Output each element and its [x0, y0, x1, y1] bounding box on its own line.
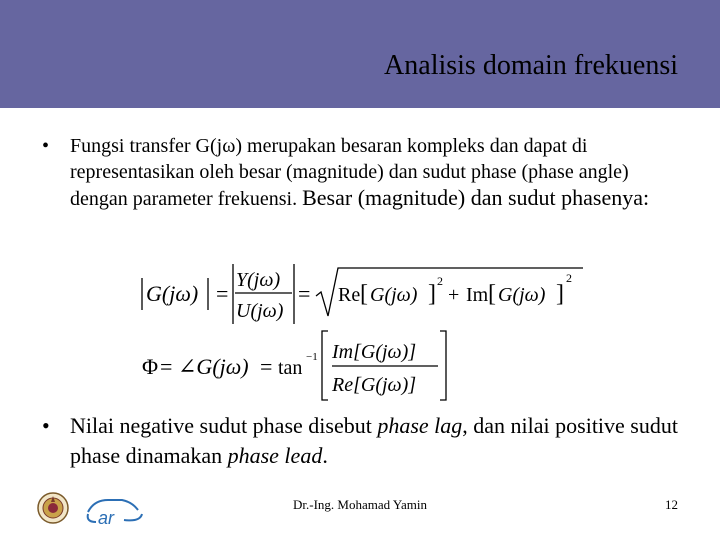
eq1-re: Re: [338, 284, 361, 306]
bullet-dot: •: [42, 135, 50, 157]
eq2-tan: tan: [278, 357, 303, 379]
svg-text:+: +: [448, 284, 460, 306]
bullet-2-part-b: , dan nilai positive sudut phase dinamakan: [70, 413, 678, 468]
bullet-1-text: [70, 133, 682, 212]
svg-text:=: =: [216, 281, 229, 306]
eq1-inner-1: G(jω): [370, 284, 418, 306]
slide-title: Analisis domain frekuensi: [384, 50, 678, 81]
bullet-2-part-c: .: [322, 443, 328, 468]
eq1-inner-2: G(jω): [498, 284, 546, 306]
svg-text:=: =: [298, 281, 311, 306]
eq1-sq-2: 2: [566, 271, 572, 285]
eq2-inverse: −1: [306, 351, 318, 363]
bullet-1-part-a: Fungsi transfer G(jω) merupakan besaran kompleks dan dapat di representasikan oleh besar (magnitude) dan sudut phase (phase angle) dengan parameter frekuensi.: [70, 135, 629, 210]
bullet-1: [42, 133, 682, 212]
page-number: 12: [665, 497, 678, 512]
svg-text:=: =: [160, 354, 173, 379]
eq1-sq-1: 2: [437, 274, 443, 288]
magnitude-equation: [138, 260, 598, 335]
eq1-im: Im: [466, 284, 489, 306]
eq2-phi: Φ: [142, 354, 159, 379]
svg-text:=: =: [260, 354, 273, 379]
bullet-2-em-lead: phase lead: [227, 443, 323, 468]
bullet-1-part-c: dan sudut phasenya:: [465, 185, 650, 210]
phase-equation: [138, 328, 468, 409]
eq2-denominator: Re[G(jω)]: [332, 374, 417, 396]
eq1-denominator: U(jω): [236, 300, 284, 322]
svg-text:[: [: [360, 281, 368, 307]
eq1-numerator: Y(jω): [236, 269, 281, 291]
eq1-lhs: G(jω): [146, 281, 199, 306]
svg-text:]: ]: [556, 281, 564, 307]
eq2-angle: ∠G(jω): [178, 354, 249, 379]
bullet-2-em-lag: phase lag: [377, 413, 463, 438]
svg-text:]: ]: [428, 281, 436, 307]
bullet-2-part-a: Nilai negative sudut phase disebut: [70, 413, 378, 438]
bullet-2: [42, 411, 682, 471]
svg-text:[: [: [488, 281, 496, 307]
bullet-2-text: [70, 411, 682, 471]
bullet-dot: •: [42, 413, 50, 438]
car-logo-text: ar: [98, 508, 115, 526]
bullet-1-part-b: Besar (magnitude): [302, 185, 466, 210]
eq2-numerator: Im[G(jω)]: [332, 341, 417, 363]
footer-author: Dr.-Ing. Mohamad Yamin: [293, 497, 427, 512]
